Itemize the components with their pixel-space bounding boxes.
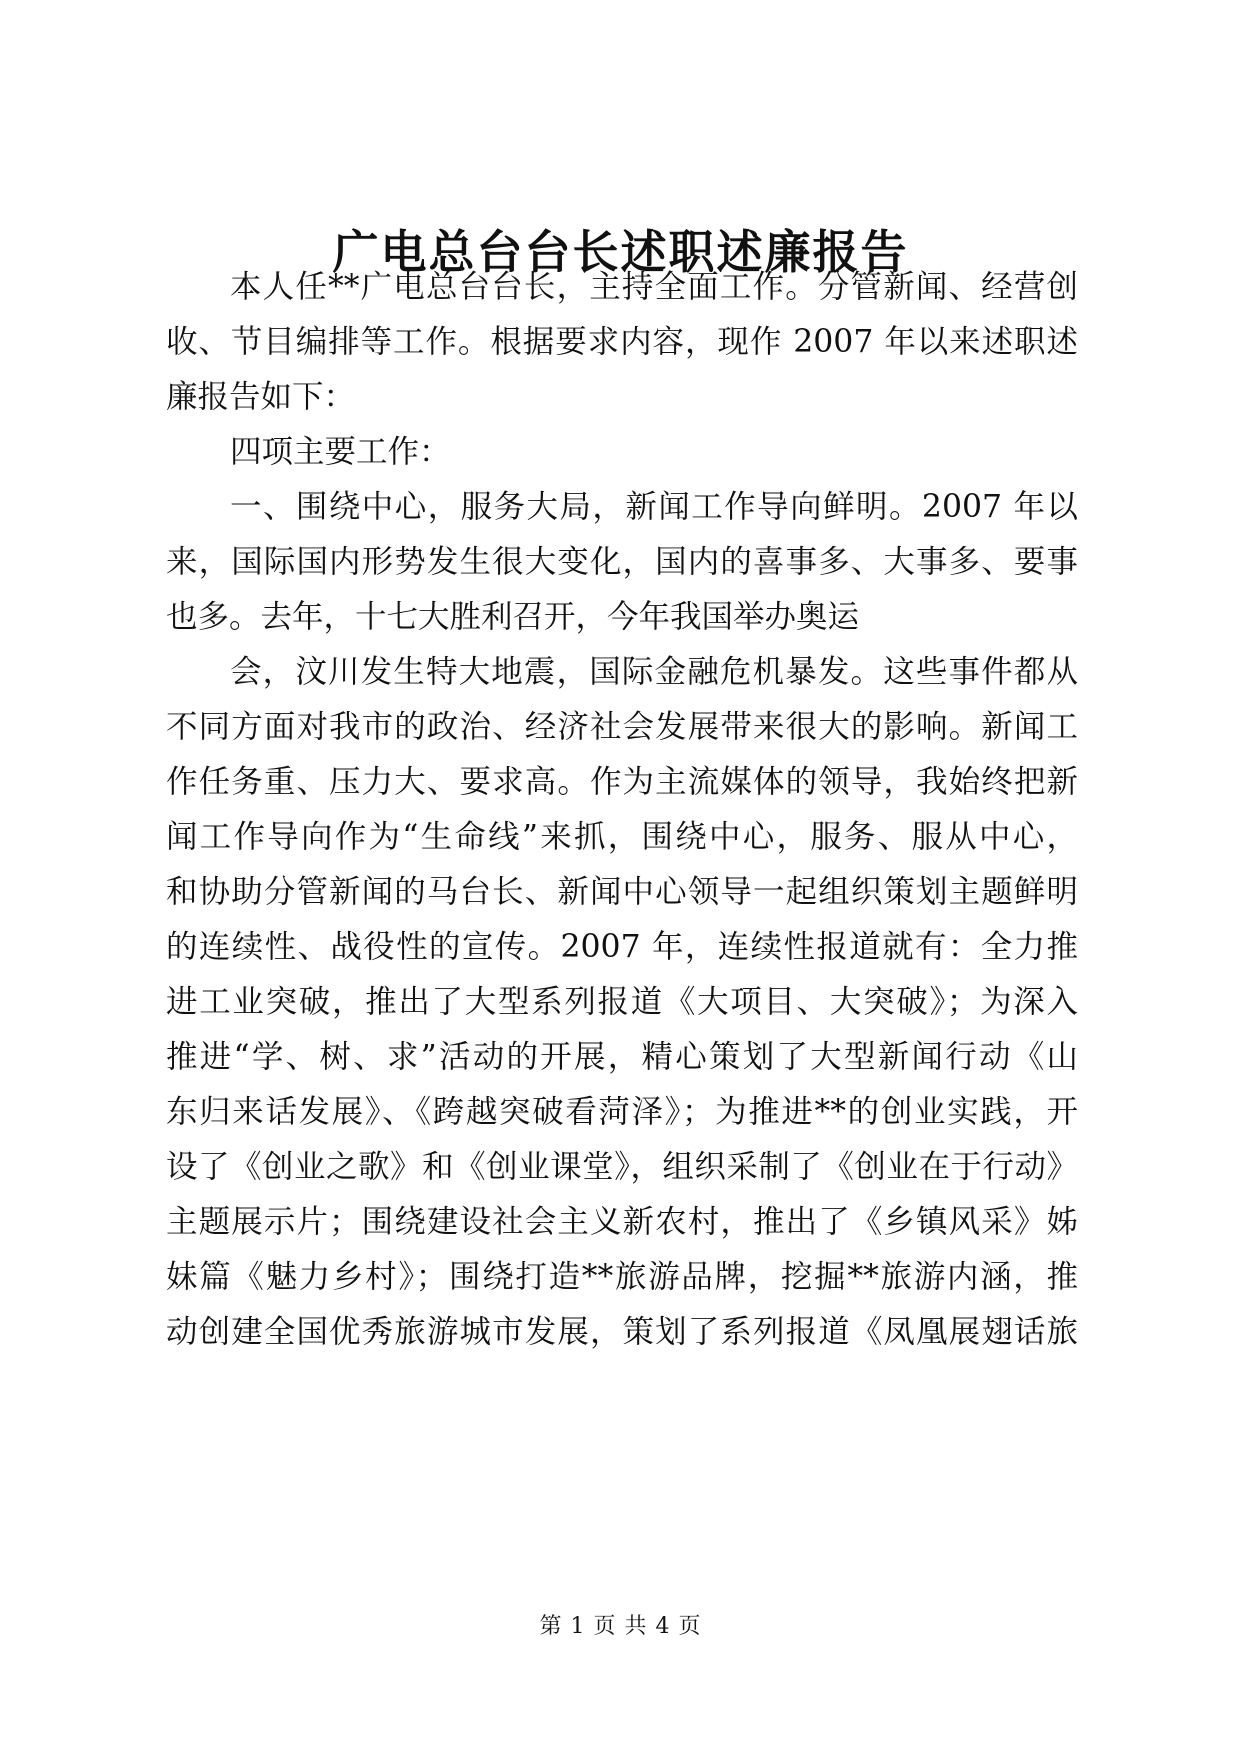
paragraph-line: 也多。去年，十七大胜利召开，今年我国举办奥运 xyxy=(166,599,860,635)
paragraph-line: 四项主要工作： xyxy=(230,434,451,470)
paragraph-line: 动创建全国优秀旅游城市发展，策划了系列报道《凤凰展翅话旅 xyxy=(166,1314,1078,1350)
paragraph-line: 一、围绕中心，服务大局，新闻工作导向鲜明。2007 年以 xyxy=(230,489,1078,525)
paragraph-line: 收、节目编排等工作。根据要求内容，现作 2007 年以来述职述 xyxy=(166,324,1078,360)
paragraph-line: 主题展示片；围绕建设社会主义新农村，推出了《乡镇风采》姊 xyxy=(166,1204,1078,1240)
paragraph-line: 廉报告如下： xyxy=(166,379,356,415)
paragraph-line: 不同方面对我市的政治、经济社会发展带来很大的影响。新闻工 xyxy=(166,709,1078,745)
paragraph-line: 妹篇《魅力乡村》；围绕打造**旅游品牌，挖掘**旅游内涵，推 xyxy=(166,1259,1078,1295)
paragraph-line: 闻工作导向作为“生命线”来抓，围绕中心，服务、服从中心， xyxy=(166,819,1078,855)
paragraph-line: 作任务重、压力大、要求高。作为主流媒体的领导，我始终把新 xyxy=(166,764,1078,800)
document-title: 广电总台台长述职述廉报告 xyxy=(332,225,909,279)
paragraph-line: 设了《创业之歌》和《创业课堂》，组织采制了《创业在于行动》 xyxy=(166,1149,1078,1185)
paragraph-line: 本人任**广电总台台长，主持全面工作。分管新闻、经营创 xyxy=(230,269,1078,305)
paragraph-line: 会，汶川发生特大地震，国际金融危机暴发。这些事件都从 xyxy=(230,654,1078,690)
paragraph-line: 的连续性、战役性的宣传。2007 年，连续性报道就有：全力推 xyxy=(166,929,1078,965)
paragraph-line: 和协助分管新闻的马台长、新闻中心领导一起组织策划主题鲜明 xyxy=(166,874,1078,910)
paragraph-line: 来，国际国内形势发生很大变化，国内的喜事多、大事多、要事 xyxy=(166,544,1078,580)
paragraph-line: 进工业突破，推出了大型系列报道《大项目、大突破》；为深入 xyxy=(166,984,1078,1020)
paragraph-line: 东归来话发展》、《跨越突破看菏泽》；为推进**的创业实践，开 xyxy=(166,1094,1078,1130)
paragraph-line: 推进“学、树、求”活动的开展，精心策划了大型新闻行动《山 xyxy=(166,1039,1078,1075)
page-footer: 第 1 页 共 4 页 xyxy=(539,1614,702,1639)
